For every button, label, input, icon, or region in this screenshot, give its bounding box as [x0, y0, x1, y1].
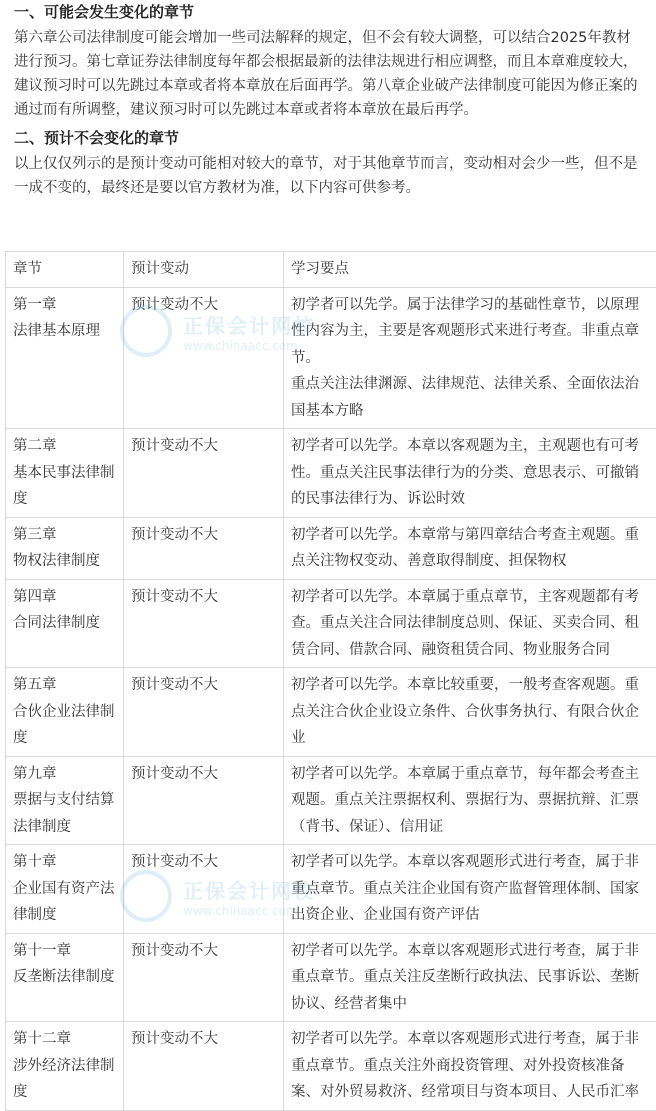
section2-body: 以上仅仅列示的是预计变动可能相对较大的章节，对于其他章节而言，变动相对会少一些，但不是一成不变的，最终还是要以官方教材为准，以下内容可供参考。 [0, 152, 656, 200]
cell-points: 初学者可以先学。本章比较重要，一般考查客观题。重点关注合伙企业设立条件、合伙事务执行、有限合伙企业 [284, 668, 656, 757]
table-row [6, 517, 656, 579]
header-chapter: 章节 [6, 252, 124, 288]
table-row [6, 287, 656, 429]
cell-chapter: 第一章 法律基本原理 [6, 287, 124, 429]
cell-change: 预计变动不大 [124, 517, 284, 579]
table-row [6, 933, 656, 1022]
cell-chapter: 第二章 基本民事法律制度 [6, 429, 124, 518]
table-row [6, 579, 656, 668]
cell-points: 初学者可以先学。本章属于重点章节，主客观题都有考查。重点关注合同法律制度总则、保证、买卖合同、租赁合同、借款合同、融资租赁合同、物业服务合同 [284, 579, 656, 668]
cell-change: 预计变动不大 [124, 429, 284, 518]
cell-points: 初学者可以先学。属于法律学习的基础性章节，以原理性内容为主，主要是客观题形式来进行考查。非重点章节。 重点关注法律渊源、法律规范、法律关系、全面依法治国基本方略 [284, 287, 656, 429]
table-row [6, 756, 656, 845]
section1-heading: 一、可能会发生变化的章节 [0, 0, 656, 24]
cell-change: 预计变动不大 [124, 1022, 284, 1111]
cell-change: 预计变动不大 [124, 933, 284, 1022]
table-row [6, 1022, 656, 1111]
watermark-url: www.chinaacc.com [183, 904, 315, 918]
article [0, 0, 656, 200]
table-row [6, 429, 656, 518]
table-row [6, 845, 656, 934]
watermark-brand: 正保会计网校 [183, 875, 315, 904]
section1-body: 第六章公司法律制度可能会增加一些司法解释的规定，但不会有较大调整，可以结合2025年教材进行预习。第七章证券法律制度每年都会根据最新的法律法规进行相应调整，而且本章难度较大，建议预习时可以先跳过本章或者将本章放在后面再学。第八章企业破产法律制度可能因为修正案的通过而有所调整，建议预习时可以先跳过本章或者将本章放在最后再学。 [0, 26, 656, 122]
cell-points: 初学者可以先学。本章属于重点章节，每年都会考查主观题。重点关注票据权利、票据行为、票据抗辩、汇票（背书、保证）、信用证 [284, 756, 656, 845]
cell-points: 初学者可以先学。本章常与第四章结合考查主观题。重点关注物权变动、善意取得制度、担保物权 [284, 517, 656, 579]
table-header-row [6, 252, 656, 288]
chapter-table [5, 251, 656, 1111]
cell-chapter: 第五章 合伙企业法律制度 [6, 668, 124, 757]
cell-change: 预计变动不大 [124, 287, 284, 429]
cell-change: 预计变动不大 [124, 756, 284, 845]
watermark-brand: 正保会计网校 [183, 310, 315, 339]
cell-chapter: 第十章 企业国有资产法律制度 [6, 845, 124, 934]
chapter-table-wrapper [5, 251, 656, 1111]
cell-chapter: 第十二章 涉外经济法律制度 [6, 1022, 124, 1111]
section2-heading: 二、预计不会变化的章节 [0, 126, 656, 150]
cell-change: 预计变动不大 [124, 668, 284, 757]
header-change: 预计变动 [124, 252, 284, 288]
cell-chapter: 第三章 物权法律制度 [6, 517, 124, 579]
cell-points: 初学者可以先学。本章以客观题为主，主观题也有可考性。重点关注民事法律行为的分类、意思表示、可撤销的民事法律行为、诉讼时效 [284, 429, 656, 518]
cell-change: 预计变动不大 [124, 845, 284, 934]
table-row [6, 668, 656, 757]
cell-chapter: 第十一章 反垄断法律制度 [6, 933, 124, 1022]
header-points: 学习要点 [284, 252, 656, 288]
cell-chapter: 第九章 票据与支付结算法律制度 [6, 756, 124, 845]
cell-chapter: 第四章 合同法律制度 [6, 579, 124, 668]
cell-points: 初学者可以先学。本章以客观题形式进行考查，属于非重点章节。重点关注外商投资管理、对外投资核准备案、对外贸易救济、经常项目与资本项目、人民币汇率 [284, 1022, 656, 1111]
cell-change: 预计变动不大 [124, 579, 284, 668]
watermark-url: www.chinaacc.com [183, 339, 315, 353]
cell-points: 初学者可以先学。本章以客观题形式进行考查，属于非重点章节。重点关注反垄断行政执法、民事诉讼、垄断协议、经营者集中 [284, 933, 656, 1022]
cell-points: 初学者可以先学。本章以客观题形式进行考查，属于非重点章节。重点关注企业国有资产监督管理体制、国家出资企业、企业国有资产评估 [284, 845, 656, 934]
